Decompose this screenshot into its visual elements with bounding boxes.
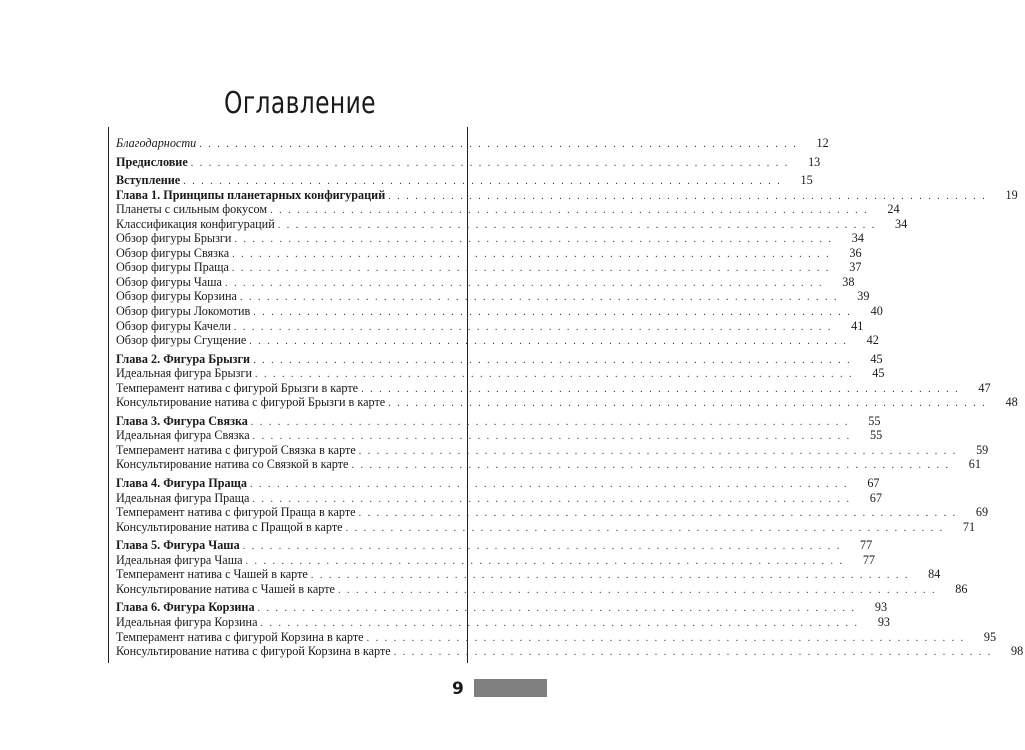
toc-entry-title: Обзор фигуры Брызги (116, 231, 232, 246)
toc-entry-page: 12 (816, 136, 829, 150)
toc-leader-dots: . . . . . . . . . . . . . . . . . . . . . . . . . . . . . . . . . . . . . . . . . . . . . . . . . . . . . . . . . . . . . . . . . . . (345, 522, 945, 534)
toc-entry-title: Планеты с сильным фокусом (116, 202, 268, 217)
toc-entry (116, 644, 1024, 659)
toc-entry-title: Темперамент натива с фигурой Праща в карте (116, 505, 356, 520)
toc-entry (116, 333, 879, 348)
page-number-bar (474, 679, 547, 697)
toc-entry (116, 136, 829, 151)
toc-leader-dots: . . . . . . . . . . . . . . . . . . . . . . . . . . . . . . . . . . . . . . . . . . . . . . . . . . . . . . . . . . . . . . . . . . . (250, 479, 849, 491)
toc-entry-title: Темперамент натива с Чашей в карте (116, 567, 308, 582)
toc-entry-title: Предисловие (116, 154, 188, 169)
toc-entry-title: Глава 5. Фигура Чаша (116, 538, 240, 553)
toc-entry-title: Глава 6. Фигура Корзина (116, 600, 255, 615)
toc-entry-page: 47 (978, 380, 991, 395)
toc-entry-page: 40 (870, 304, 883, 319)
toc-entry-title: Идеальная фигура Праща (116, 490, 250, 505)
toc-entry-title: Обзор фигуры Сгущение (116, 333, 247, 348)
toc-entry (116, 614, 890, 630)
toc-leader-dots: . . . . . . . . . . . . . . . . . . . . . . . . . . . . . . . . . . . . . . . . . . . . . . . . . . . . . . . . . . . . . . . . . . . (249, 336, 848, 348)
toc-leader-dots: . . . . . . . . . . . . . . . . . . . . . . . . . . . . . . . . . . . . . . . . . . . . . . . . . . . . . . . . . . . . . . . . . . . (388, 190, 987, 202)
toc-entry (116, 202, 900, 217)
toc-leader-dots: . . . . . . . . . . . . . . . . . . . . . . . . . . . . . . . . . . . . . . . . . . . . . . . . . . . . . . . . . . . . . . . . . . . (310, 570, 910, 582)
toc-leader-dots: . . . . . . . . . . . . . . . . . . . . . . . . . . . . . . . . . . . . . . . . . . . . . . . . . . . . . . . . . . . . . . . . . . . (242, 541, 842, 553)
toc-entry-title: Консультирование натива со Связкой в карте (116, 457, 349, 472)
toc-entry (116, 366, 885, 381)
toc-entry-page: 24 (887, 202, 900, 217)
toc-entry-page: 95 (983, 629, 997, 644)
toc-entry (116, 490, 882, 506)
toc-entry-page: 48 (1005, 395, 1018, 410)
toc-entry (116, 413, 881, 429)
toc-entry-title: Идеальная фигура Корзина (116, 614, 258, 629)
toc-leader-dots: . . . . . . . . . . . . . . . . . . . . . . . . . . . . . . . . . . . . . . . . . . . . . . . . . . . . . . . . . . . . . . . . . . . (190, 157, 790, 169)
toc-entry (116, 380, 991, 396)
toc-entry (116, 289, 870, 304)
toc-entry-page: 15 (800, 173, 813, 188)
toc-leader-dots: . . . . . . . . . . . . . . . . . . . . . . . . . . . . . . . . . . . . . . . . . . . . . . . . . . . . . . . . . . . . . . . . . . . (245, 555, 844, 567)
toc-entry-page: 93 (877, 614, 890, 629)
toc-entry (116, 351, 883, 367)
toc-entry (116, 476, 880, 491)
toc-entry (116, 154, 821, 170)
toc-entry-page: 39 (857, 289, 870, 304)
toc-leader-dots: . . . . . . . . . . . . . . . . . . . . . . . . . . . . . . . . . . . . . . . . . . . . . . . . . . . . . . . . . . . . . . . . . . . (358, 445, 958, 457)
toc-leader-dots: . . . . . . . . . . . . . . . . . . . . . . . . . . . . . . . . . . . . . . . . . . . . . . . . . . . . . . . . . . . . . . . . . . . (252, 431, 852, 443)
toc-entry (116, 304, 883, 319)
toc-entry-page: 61 (968, 457, 981, 472)
toc-entry (116, 442, 989, 458)
toc-entry-title: Обзор фигуры Локомотив (116, 304, 251, 319)
toc-entry-page: 86 (955, 581, 968, 596)
toc-entry (116, 274, 855, 290)
toc-entry-page: 59 (976, 442, 989, 457)
toc-entry-title: Темперамент натива с фигурой Брызги в карте (116, 380, 359, 395)
toc-entry-page: 19 (1005, 187, 1018, 202)
toc-entry (116, 538, 873, 553)
toc-entry (116, 457, 981, 472)
toc-entry-title: Консультирование натива с фигурой Корзина в карте (116, 644, 391, 659)
toc-entry-title: Идеальная фигура Чаша (116, 552, 243, 567)
toc-entry-title: Консультирование натива с Чашей в карте (116, 581, 335, 596)
toc-entry-page: 41 (851, 318, 864, 333)
toc-leader-dots: . . . . . . . . . . . . . . . . . . . . . . . . . . . . . . . . . . . . . . . . . . . . . . . . . . . . . . . . . . . . . . . . . . . (270, 205, 869, 217)
toc-entry-page: 34 (851, 231, 864, 246)
toc-entry-page: 13 (808, 154, 821, 169)
toc-leader-dots: . . . . . . . . . . . . . . . . . . . . . . . . . . . . . . . . . . . . . . . . . . . . . . . . . . . . . . . . . . . . . . . . . . . (199, 139, 798, 150)
toc-leader-dots: . . . . . . . . . . . . . . . . . . . . . . . . . . . . . . . . . . . . . . . . . . . . . . . . . . . . . . . . . . . . . . . . . . . (388, 398, 987, 410)
toc-entry (116, 629, 997, 645)
toc-leader-dots: . . . . . . . . . . . . . . . . . . . . . . . . . . . . . . . . . . . . . . . . . . . . . . . . . . . . . . . . . . . . . . . . . . . (393, 647, 993, 659)
toc-leader-dots: . . . . . . . . . . . . . . . . . . . . . . . . . . . . . . . . . . . . . . . . . . . . . . . . . . . . . . . . . . . . . . . . . . . (361, 383, 960, 395)
toc-leader-dots: . . . . . . . . . . . . . . . . . . . . . . . . . . . . . . . . . . . . . . . . . . . . . . . . . . . . . . . . . . . . . . . . . . . (231, 263, 831, 275)
toc-entry-page: 77 (860, 538, 873, 553)
toc-entry-title: Благодарности (116, 136, 197, 150)
toc-entry-title: Обзор фигуры Чаша (116, 274, 222, 289)
toc-entry-title: Идеальная фигура Брызги (116, 366, 252, 381)
toc-leader-dots: . . . . . . . . . . . . . . . . . . . . . . . . . . . . . . . . . . . . . . . . . . . . . . . . . . . . . . . . . . . . . . . . . . . (337, 584, 937, 596)
toc-leader-dots: . . . . . . . . . . . . . . . . . . . . . . . . . . . . . . . . . . . . . . . . . . . . . . . . . . . . . . . . . . . . . . . . . . . (252, 493, 851, 505)
table-of-contents (116, 136, 1024, 659)
toc-entry-title: Консультирование натива с Пращой в карте (116, 519, 343, 534)
toc-leader-dots: . . . . . . . . . . . . . . . . . . . . . . . . . . . . . . . . . . . . . . . . . . . . . . . . . . . . . . . . . . . . . . . . . . . (358, 508, 958, 520)
toc-entry (116, 260, 862, 275)
toc-leader-dots: . . . . . . . . . . . . . . . . . . . . . . . . . . . . . . . . . . . . . . . . . . . . . . . . . . . . . . . . . . . . . . . . . . . (234, 234, 833, 246)
toc-entry-page: 67 (869, 490, 882, 505)
toc-entry (116, 519, 976, 535)
toc-entry-page: 55 (869, 428, 883, 443)
toc-entry-title: Вступление (116, 173, 181, 188)
toc-entry-title: Обзор фигуры Праща (116, 260, 229, 275)
toc-entry (116, 173, 813, 188)
toc-entry (116, 395, 1018, 410)
toc-entry-page: 71 (962, 519, 976, 534)
toc-entry (116, 318, 864, 334)
page-title: Оглавление (224, 86, 376, 121)
toc-entry-page: 34 (895, 216, 908, 231)
toc-entry-page: 45 (870, 351, 883, 366)
toc-entry-page: 98 (1011, 644, 1024, 659)
toc-entry (116, 581, 968, 597)
toc-entry-page: 93 (874, 600, 888, 615)
toc-entry-title: Обзор фигуры Качели (116, 318, 231, 333)
toc-entry-page: 69 (975, 505, 989, 520)
toc-entry-page: 37 (849, 260, 862, 275)
toc-entry-page: 38 (842, 274, 855, 289)
toc-leader-dots: . . . . . . . . . . . . . . . . . . . . . . . . . . . . . . . . . . . . . . . . . . . . . . . . . . . . . . . . . . . . . . . . . . . (366, 632, 966, 644)
toc-entry-title: Глава 1. Принципы планетарных конфигураций (116, 187, 386, 202)
toc-leader-dots: . . . . . . . . . . . . . . . . . . . . . . . . . . . . . . . . . . . . . . . . . . . . . . . . . . . . . . . . . . . . . . . . . . . (253, 307, 852, 319)
toc-entry-title: Темперамент натива с фигурой Корзина в карте (116, 629, 364, 644)
toc-entry (116, 216, 908, 232)
toc-entry (116, 231, 864, 246)
toc-entry-title: Консультирование натива с фигурой Брызги в карте (116, 395, 386, 410)
toc-leader-dots: . . . . . . . . . . . . . . . . . . . . . . . . . . . . . . . . . . . . . . . . . . . . . . . . . . . . . . . . . . . . . . . . . . . (239, 292, 839, 304)
toc-leader-dots: . . . . . . . . . . . . . . . . . . . . . . . . . . . . . . . . . . . . . . . . . . . . . . . . . . . . . . . . . . . . . . . . . . . (254, 369, 854, 381)
toc-entry-page: 45 (872, 366, 885, 381)
toc-leader-dots: . . . . . . . . . . . . . . . . . . . . . . . . . . . . . . . . . . . . . . . . . . . . . . . . . . . . . . . . . . . . . . . . . . . (232, 248, 831, 260)
page-number: 9 (452, 679, 464, 699)
toc-entry-page: 84 (928, 567, 941, 582)
toc-entry-title: Идеальная фигура Связка (116, 428, 250, 443)
toc-entry (116, 567, 941, 582)
toc-leader-dots: . . . . . . . . . . . . . . . . . . . . . . . . . . . . . . . . . . . . . . . . . . . . . . . . . . . . . . . . . . . . . . . . . . . (183, 176, 782, 188)
toc-entry (116, 505, 989, 520)
toc-leader-dots: . . . . . . . . . . . . . . . . . . . . . . . . . . . . . . . . . . . . . . . . . . . . . . . . . . . . . . . . . . . . . . . . . . . (253, 354, 852, 366)
toc-entry-page: 77 (862, 552, 875, 567)
toc-leader-dots: . . . . . . . . . . . . . . . . . . . . . . . . . . . . . . . . . . . . . . . . . . . . . . . . . . . . . . . . . . . . . . . . . . . (351, 460, 950, 472)
toc-entry-title: Глава 3. Фигура Связка (116, 413, 248, 428)
toc-entry-title: Глава 4. Фигура Праща (116, 476, 247, 491)
toc-entry-title: Глава 2. Фигура Брызги (116, 351, 251, 366)
toc-leader-dots: . . . . . . . . . . . . . . . . . . . . . . . . . . . . . . . . . . . . . . . . . . . . . . . . . . . . . . . . . . . . . . . . . . . (224, 277, 824, 289)
toc-entry-title: Обзор фигуры Корзина (116, 289, 237, 304)
toc-entry-title: Классификация конфигураций (116, 216, 275, 231)
toc-entry (116, 187, 1018, 203)
toc-leader-dots: . . . . . . . . . . . . . . . . . . . . . . . . . . . . . . . . . . . . . . . . . . . . . . . . . . . . . . . . . . . . . . . . . . . (250, 416, 850, 428)
toc-entry (116, 428, 883, 443)
toc-entry (116, 552, 875, 568)
toc-entry-page: 55 (868, 413, 881, 428)
toc-leader-dots: . . . . . . . . . . . . . . . . . . . . . . . . . . . . . . . . . . . . . . . . . . . . . . . . . . . . . . . . . . . . . . . . . . . (233, 321, 833, 333)
toc-leader-dots: . . . . . . . . . . . . . . . . . . . . . . . . . . . . . . . . . . . . . . . . . . . . . . . . . . . . . . . . . . . . . . . . . . . (277, 219, 877, 231)
toc-entry-title: Обзор фигуры Связка (116, 245, 230, 260)
toc-entry-page: 36 (849, 245, 862, 260)
toc-leader-dots: . . . . . . . . . . . . . . . . . . . . . . . . . . . . . . . . . . . . . . . . . . . . . . . . . . . . . . . . . . . . . . . . . . . (260, 617, 859, 629)
toc-entry (116, 600, 888, 615)
toc-entry-page: 67 (867, 476, 880, 491)
toc-entry-title: Темперамент натива с фигурой Связка в карте (116, 442, 356, 457)
toc-entry-page: 42 (866, 333, 879, 348)
toc-entry (116, 245, 862, 261)
toc-leader-dots: . . . . . . . . . . . . . . . . . . . . . . . . . . . . . . . . . . . . . . . . . . . . . . . . . . . . . . . . . . . . . . . . . . . (257, 603, 857, 615)
